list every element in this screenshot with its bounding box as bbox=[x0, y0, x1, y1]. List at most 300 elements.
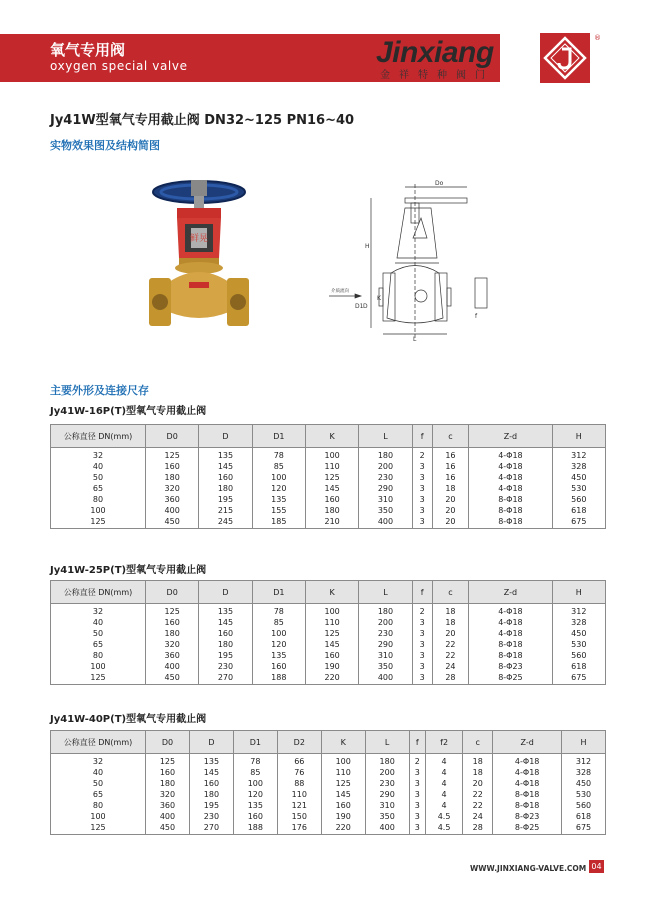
table-cell: 4 bbox=[426, 778, 463, 789]
column-header: c bbox=[463, 731, 493, 754]
table-cell: 40 bbox=[51, 767, 146, 778]
column-header: f bbox=[412, 581, 432, 604]
table-cell: 230 bbox=[365, 778, 409, 789]
table-cell: 16 bbox=[432, 461, 469, 472]
table-cell: 3 bbox=[412, 472, 432, 483]
drawing-label-do: Do bbox=[435, 180, 444, 187]
table-cell: 24 bbox=[432, 661, 469, 672]
table-cell: 125 bbox=[305, 628, 358, 639]
table-cell: 4-Φ18 bbox=[493, 778, 562, 789]
drawing-label-k: K bbox=[377, 295, 381, 302]
table-row bbox=[51, 822, 606, 835]
column-header: L bbox=[365, 731, 409, 754]
table-row bbox=[51, 628, 606, 639]
table-cell: 4 bbox=[426, 754, 463, 768]
table-cell: 135 bbox=[199, 448, 252, 462]
table-cell: 3 bbox=[412, 494, 432, 505]
table-cell: 125 bbox=[146, 448, 199, 462]
table-cell: 18 bbox=[463, 754, 493, 768]
column-header: Z-d bbox=[469, 581, 552, 604]
table-cell: 290 bbox=[359, 483, 412, 494]
table-row bbox=[51, 661, 606, 672]
table-cell: 350 bbox=[359, 661, 412, 672]
table-cell: 4-Φ18 bbox=[469, 472, 552, 483]
table-row bbox=[51, 494, 606, 505]
table-cell: 3 bbox=[409, 800, 425, 811]
table-cell: 290 bbox=[365, 789, 409, 800]
table-cell: 18 bbox=[432, 483, 469, 494]
column-header: 公称直径 DN(mm) bbox=[51, 731, 146, 754]
table-cell: 360 bbox=[146, 494, 199, 505]
brand-emblem-icon bbox=[540, 33, 590, 83]
table-cell: 85 bbox=[252, 461, 305, 472]
table-cell: 320 bbox=[146, 483, 199, 494]
table-cell: 328 bbox=[562, 767, 606, 778]
table-row bbox=[51, 448, 606, 462]
column-header: f bbox=[409, 731, 425, 754]
table-cell: 3 bbox=[409, 811, 425, 822]
column-header: D bbox=[189, 731, 233, 754]
table-cell: 195 bbox=[189, 800, 233, 811]
table-cell: 160 bbox=[305, 650, 358, 661]
table-cell: 350 bbox=[365, 811, 409, 822]
table-cell: 2 bbox=[409, 754, 425, 768]
table-cell: 125 bbox=[146, 604, 199, 618]
table-cell: 8-Φ18 bbox=[493, 789, 562, 800]
table-cell: 20 bbox=[463, 778, 493, 789]
table-cell: 160 bbox=[321, 800, 365, 811]
table-cell: 230 bbox=[199, 661, 252, 672]
table-cell: 400 bbox=[359, 516, 412, 529]
table-cell: 8-Φ18 bbox=[469, 494, 552, 505]
table-cell: 22 bbox=[463, 800, 493, 811]
table-row bbox=[51, 461, 606, 472]
table-cell: 3 bbox=[409, 767, 425, 778]
table-cell: 3 bbox=[412, 617, 432, 628]
table-cell: 188 bbox=[233, 822, 277, 835]
column-header: Z-d bbox=[493, 731, 562, 754]
product-title: Jy41W型氧气专用截止阀 DN32~125 PN16~40 bbox=[50, 113, 355, 128]
table-row bbox=[51, 617, 606, 628]
table-cell: 230 bbox=[189, 811, 233, 822]
table-cell: 3 bbox=[409, 822, 425, 835]
table-cell: 32 bbox=[51, 754, 146, 768]
figure-subtitle: 实物效果图及结构简图 bbox=[50, 139, 160, 152]
table-row bbox=[51, 472, 606, 483]
table-cell: 160 bbox=[146, 617, 199, 628]
table-cell: 4-Φ18 bbox=[469, 483, 552, 494]
table-cell: 160 bbox=[199, 472, 252, 483]
table-cell: 400 bbox=[365, 822, 409, 835]
table-cell: 125 bbox=[146, 754, 190, 768]
table-cell: 320 bbox=[146, 789, 190, 800]
table-cell: 450 bbox=[562, 778, 606, 789]
table-cell: 65 bbox=[51, 483, 146, 494]
table-cell: 50 bbox=[51, 472, 146, 483]
table-cell: 3 bbox=[412, 650, 432, 661]
column-header: f bbox=[412, 425, 432, 448]
table-cell: 4 bbox=[426, 789, 463, 800]
table-cell: 135 bbox=[199, 604, 252, 618]
table-cell: 50 bbox=[51, 778, 146, 789]
table-cell: 2 bbox=[412, 448, 432, 462]
table-cell: 675 bbox=[562, 822, 606, 835]
table-cell: 328 bbox=[552, 617, 605, 628]
table-cell: 16 bbox=[432, 472, 469, 483]
drawing-label-h: H bbox=[365, 243, 370, 250]
table-cell: 125 bbox=[51, 822, 146, 835]
spec-table-16p bbox=[50, 424, 606, 529]
table-cell: 18 bbox=[463, 767, 493, 778]
table-cell: 400 bbox=[146, 661, 199, 672]
table-cell: 145 bbox=[199, 461, 252, 472]
table1-title: Jy41W-16P(T)型氧气专用截止阀 bbox=[50, 406, 207, 417]
table-cell: 3 bbox=[412, 639, 432, 650]
table-cell: 160 bbox=[199, 628, 252, 639]
table-cell: 65 bbox=[51, 639, 146, 650]
table-cell: 180 bbox=[146, 778, 190, 789]
table-row bbox=[51, 516, 606, 529]
table-cell: 121 bbox=[277, 800, 321, 811]
table-cell: 125 bbox=[321, 778, 365, 789]
table-cell: 400 bbox=[146, 811, 190, 822]
table-row bbox=[51, 811, 606, 822]
column-header: D0 bbox=[146, 731, 190, 754]
column-header: D2 bbox=[277, 731, 321, 754]
table-cell: 20 bbox=[432, 516, 469, 529]
table-cell: 145 bbox=[189, 767, 233, 778]
table-cell: 320 bbox=[146, 639, 199, 650]
table-cell: 450 bbox=[146, 822, 190, 835]
table-cell: 450 bbox=[146, 516, 199, 529]
table-cell: 530 bbox=[562, 789, 606, 800]
table-cell: 40 bbox=[51, 617, 146, 628]
table-row bbox=[51, 672, 606, 685]
table-cell: 4 bbox=[426, 800, 463, 811]
table-cell: 100 bbox=[51, 811, 146, 822]
table-cell: 312 bbox=[552, 448, 605, 462]
table-cell: 100 bbox=[233, 778, 277, 789]
table-cell: 85 bbox=[252, 617, 305, 628]
table-row bbox=[51, 483, 606, 494]
column-header: c bbox=[432, 581, 469, 604]
table-cell: 110 bbox=[321, 767, 365, 778]
table-cell: 145 bbox=[305, 483, 358, 494]
table-cell: 618 bbox=[552, 505, 605, 516]
table-row bbox=[51, 650, 606, 661]
table-cell: 180 bbox=[365, 754, 409, 768]
table-cell: 18 bbox=[432, 604, 469, 618]
table-cell: 8-Φ23 bbox=[469, 661, 552, 672]
table3-title: Jy41W-40P(T)型氧气专用截止阀 bbox=[50, 714, 207, 725]
table-cell: 20 bbox=[432, 505, 469, 516]
column-header: f2 bbox=[426, 731, 463, 754]
table-cell: 270 bbox=[189, 822, 233, 835]
column-header: c bbox=[432, 425, 469, 448]
table-cell: 230 bbox=[359, 472, 412, 483]
table-cell: 400 bbox=[359, 672, 412, 685]
table-cell: 145 bbox=[321, 789, 365, 800]
table-cell: 215 bbox=[199, 505, 252, 516]
structure-drawing bbox=[325, 178, 495, 343]
table-cell: 245 bbox=[199, 516, 252, 529]
spec-table-25p bbox=[50, 580, 606, 685]
table-cell: 40 bbox=[51, 461, 146, 472]
table-cell: 560 bbox=[562, 800, 606, 811]
table-cell: 4-Φ18 bbox=[493, 754, 562, 768]
table-cell: 20 bbox=[432, 494, 469, 505]
table-cell: 78 bbox=[233, 754, 277, 768]
table-cell: 78 bbox=[252, 604, 305, 618]
registered-mark: ® bbox=[594, 34, 601, 42]
table-cell: 150 bbox=[277, 811, 321, 822]
table-cell: 88 bbox=[277, 778, 321, 789]
table-cell: 100 bbox=[321, 754, 365, 768]
table-cell: 220 bbox=[321, 822, 365, 835]
table-row bbox=[51, 505, 606, 516]
table-row bbox=[51, 639, 606, 650]
table-cell: 618 bbox=[562, 811, 606, 822]
column-header: H bbox=[552, 581, 605, 604]
column-header: Z-d bbox=[469, 425, 552, 448]
table-cell: 155 bbox=[252, 505, 305, 516]
table-cell: 200 bbox=[359, 461, 412, 472]
table-cell: 125 bbox=[51, 516, 146, 529]
table-cell: 675 bbox=[552, 516, 605, 529]
table-cell: 560 bbox=[552, 650, 605, 661]
table-cell: 8-Φ18 bbox=[469, 650, 552, 661]
table-cell: 145 bbox=[305, 639, 358, 650]
table-cell: 4-Φ18 bbox=[493, 767, 562, 778]
table-cell: 180 bbox=[146, 628, 199, 639]
column-header: D1 bbox=[252, 581, 305, 604]
table-cell: 450 bbox=[146, 672, 199, 685]
dimensions-section-title: 主要外形及连接尺存 bbox=[50, 384, 149, 397]
table-cell: 3 bbox=[409, 778, 425, 789]
table-cell: 190 bbox=[305, 661, 358, 672]
table-cell: 180 bbox=[359, 604, 412, 618]
table-cell: 78 bbox=[252, 448, 305, 462]
table-cell: 110 bbox=[305, 617, 358, 628]
table-cell: 3 bbox=[412, 661, 432, 672]
brand-logo-text: Jinxiang bbox=[376, 36, 494, 69]
table-cell: 180 bbox=[146, 472, 199, 483]
table-cell: 4.5 bbox=[426, 822, 463, 835]
table-row bbox=[51, 604, 606, 618]
column-header: D bbox=[199, 581, 252, 604]
table-cell: 2 bbox=[412, 604, 432, 618]
table-cell: 3 bbox=[412, 461, 432, 472]
table-cell: 125 bbox=[51, 672, 146, 685]
table-cell: 3 bbox=[412, 672, 432, 685]
table-cell: 80 bbox=[51, 800, 146, 811]
table-cell: 135 bbox=[233, 800, 277, 811]
table-cell: 4-Φ18 bbox=[469, 628, 552, 639]
table-cell: 22 bbox=[432, 639, 469, 650]
table-cell: 310 bbox=[365, 800, 409, 811]
table-row bbox=[51, 767, 606, 778]
table-cell: 100 bbox=[51, 505, 146, 516]
table-cell: 190 bbox=[321, 811, 365, 822]
brand-name-cn: 金祥特种阀门 bbox=[380, 70, 494, 81]
table-cell: 290 bbox=[359, 639, 412, 650]
table-cell: 8-Φ18 bbox=[493, 800, 562, 811]
table-row bbox=[51, 754, 606, 768]
table2-title: Jy41W-25P(T)型氧气专用截止阀 bbox=[50, 565, 207, 576]
table-cell: 135 bbox=[189, 754, 233, 768]
table-cell: 618 bbox=[552, 661, 605, 672]
table-cell: 4-Φ18 bbox=[469, 617, 552, 628]
table-cell: 120 bbox=[233, 789, 277, 800]
table-cell: 180 bbox=[359, 448, 412, 462]
table-cell: 125 bbox=[305, 472, 358, 483]
table-cell: 76 bbox=[277, 767, 321, 778]
table-cell: 4-Φ18 bbox=[469, 448, 552, 462]
table-cell: 176 bbox=[277, 822, 321, 835]
table-cell: 180 bbox=[189, 789, 233, 800]
table-cell: 360 bbox=[146, 800, 190, 811]
table-cell: 120 bbox=[252, 483, 305, 494]
valve-photo bbox=[145, 178, 253, 350]
table-cell: 195 bbox=[199, 494, 252, 505]
table-cell: 180 bbox=[199, 639, 252, 650]
table-cell: 100 bbox=[305, 448, 358, 462]
column-header: 公称直径 DN(mm) bbox=[51, 581, 146, 604]
page-number: 04 bbox=[589, 860, 604, 873]
table-cell: 450 bbox=[552, 472, 605, 483]
table-cell: 200 bbox=[365, 767, 409, 778]
table-cell: 100 bbox=[51, 661, 146, 672]
table-cell: 28 bbox=[432, 672, 469, 685]
drawing-label-d: D bbox=[363, 303, 368, 310]
column-header: L bbox=[359, 425, 412, 448]
column-header: K bbox=[321, 731, 365, 754]
table-cell: 310 bbox=[359, 494, 412, 505]
table-cell: 560 bbox=[552, 494, 605, 505]
table-row bbox=[51, 778, 606, 789]
table-cell: 350 bbox=[359, 505, 412, 516]
column-header: H bbox=[562, 731, 606, 754]
table-cell: 110 bbox=[277, 789, 321, 800]
table-cell: 4-Φ18 bbox=[469, 461, 552, 472]
table-cell: 450 bbox=[552, 628, 605, 639]
column-header: L bbox=[359, 581, 412, 604]
table-cell: 185 bbox=[252, 516, 305, 529]
table-cell: 8-Φ25 bbox=[493, 822, 562, 835]
table-cell: 66 bbox=[277, 754, 321, 768]
column-header: D bbox=[199, 425, 252, 448]
column-header: H bbox=[552, 425, 605, 448]
table-cell: 160 bbox=[233, 811, 277, 822]
table-cell: 135 bbox=[252, 650, 305, 661]
column-header: D0 bbox=[146, 425, 199, 448]
table-cell: 3 bbox=[412, 483, 432, 494]
table-cell: 85 bbox=[233, 767, 277, 778]
table-cell: 4.5 bbox=[426, 811, 463, 822]
table-cell: 3 bbox=[412, 628, 432, 639]
table-cell: 100 bbox=[305, 604, 358, 618]
table-cell: 18 bbox=[432, 617, 469, 628]
table-cell: 195 bbox=[199, 650, 252, 661]
table-cell: 3 bbox=[412, 505, 432, 516]
column-header: D1 bbox=[233, 731, 277, 754]
table-cell: 160 bbox=[305, 494, 358, 505]
table-cell: 16 bbox=[432, 448, 469, 462]
table-cell: 310 bbox=[359, 650, 412, 661]
table-cell: 32 bbox=[51, 604, 146, 618]
table-cell: 65 bbox=[51, 789, 146, 800]
table-cell: 32 bbox=[51, 448, 146, 462]
table-cell: 360 bbox=[146, 650, 199, 661]
table-cell: 188 bbox=[252, 672, 305, 685]
table-cell: 160 bbox=[189, 778, 233, 789]
drawing-label-f: f bbox=[475, 313, 478, 320]
table-cell: 312 bbox=[562, 754, 606, 768]
table-cell: 230 bbox=[359, 628, 412, 639]
table-cell: 8-Φ18 bbox=[469, 516, 552, 529]
table-cell: 3 bbox=[409, 789, 425, 800]
table-cell: 180 bbox=[199, 483, 252, 494]
table-cell: 675 bbox=[552, 672, 605, 685]
table-cell: 160 bbox=[146, 461, 199, 472]
table-cell: 3 bbox=[412, 516, 432, 529]
column-header: K bbox=[305, 425, 358, 448]
table-cell: 4-Φ18 bbox=[469, 604, 552, 618]
table-cell: 160 bbox=[252, 661, 305, 672]
table-cell: 530 bbox=[552, 639, 605, 650]
table-cell: 28 bbox=[463, 822, 493, 835]
table-cell: 100 bbox=[252, 628, 305, 639]
table-cell: 8-Φ23 bbox=[493, 811, 562, 822]
table-cell: 180 bbox=[305, 505, 358, 516]
drawing-label-flow: 介质流向 bbox=[331, 289, 349, 294]
category-title-cn: 氧气专用阀 bbox=[50, 41, 126, 59]
table-cell: 8-Φ25 bbox=[469, 672, 552, 685]
category-title-en: oxygen special valve bbox=[50, 59, 188, 73]
table-cell: 20 bbox=[432, 628, 469, 639]
table-cell: 80 bbox=[51, 494, 146, 505]
table-cell: 50 bbox=[51, 628, 146, 639]
table-cell: 24 bbox=[463, 811, 493, 822]
table-cell: 145 bbox=[199, 617, 252, 628]
photo-label: 鲜晃 bbox=[189, 234, 209, 244]
table-cell: 8-Φ18 bbox=[469, 505, 552, 516]
table-cell: 160 bbox=[146, 767, 190, 778]
drawing-label-d1: D1 bbox=[355, 303, 364, 310]
table-cell: 22 bbox=[432, 650, 469, 661]
table-row bbox=[51, 789, 606, 800]
table-cell: 270 bbox=[199, 672, 252, 685]
table-cell: 200 bbox=[359, 617, 412, 628]
table-cell: 100 bbox=[252, 472, 305, 483]
table-cell: 80 bbox=[51, 650, 146, 661]
column-header: 公称直径 DN(mm) bbox=[51, 425, 146, 448]
table-cell: 328 bbox=[552, 461, 605, 472]
column-header: D1 bbox=[252, 425, 305, 448]
table-cell: 400 bbox=[146, 505, 199, 516]
table-cell: 135 bbox=[252, 494, 305, 505]
table-cell: 8-Φ18 bbox=[469, 639, 552, 650]
website-url: WWW.JINXIANG-VALVE.COM bbox=[470, 864, 587, 873]
column-header: K bbox=[305, 581, 358, 604]
spec-table-40p bbox=[50, 730, 606, 835]
table-cell: 210 bbox=[305, 516, 358, 529]
table-cell: 120 bbox=[252, 639, 305, 650]
table-cell: 110 bbox=[305, 461, 358, 472]
table-row bbox=[51, 800, 606, 811]
column-header: D0 bbox=[146, 581, 199, 604]
table-cell: 22 bbox=[463, 789, 493, 800]
